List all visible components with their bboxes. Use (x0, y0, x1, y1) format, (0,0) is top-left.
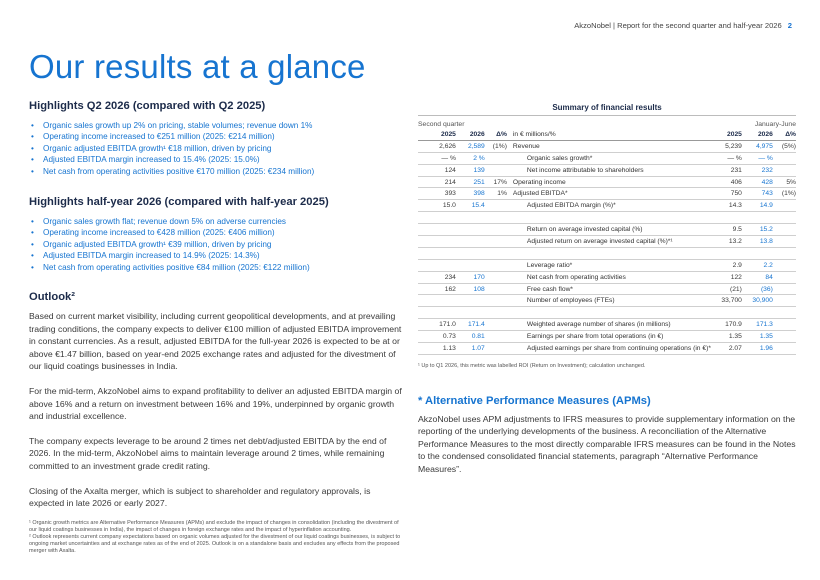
table-cell (485, 224, 507, 236)
table-cell: 108 (456, 283, 485, 295)
table-cell: 15.4 (456, 200, 485, 212)
page-title: Our results at a glance (29, 48, 366, 85)
column-header: 2025 (711, 129, 742, 140)
table-cell: (36) (742, 283, 773, 295)
table-row (418, 247, 796, 259)
table-cell: 2,589 (456, 140, 485, 152)
table-cell (485, 307, 507, 319)
table-cell: — % (742, 152, 773, 164)
table-cell: — % (711, 152, 742, 164)
summary-table-title: Summary of financial results (418, 103, 796, 116)
table-cell: Revenue (507, 140, 711, 152)
table-cell: 1.35 (711, 331, 742, 343)
left-period-label: Second quarter (418, 121, 465, 128)
table-cell (485, 247, 507, 259)
list-item: • Organic adjusted EBITDA growth¹ €18 million, driven by pricing (29, 143, 407, 154)
table-cell (456, 247, 485, 259)
column-header: 2026 (456, 129, 485, 140)
table-cell: (5%) (773, 140, 796, 152)
table-cell: Free cash flow* (507, 283, 711, 295)
table-cell: 139 (456, 164, 485, 176)
column-header: 2025 (418, 129, 456, 140)
table-row (418, 164, 796, 176)
table-cell (711, 247, 742, 259)
right-period-label: January-June (754, 121, 796, 128)
table-cell (485, 164, 507, 176)
table-row (418, 319, 796, 331)
table-cell: 750 (711, 188, 742, 200)
table-cell (456, 212, 485, 224)
table-cell (456, 307, 485, 319)
table-cell: 234 (418, 271, 456, 283)
list-item: • Net cash from operating activities positive €170 million (2025: €234 million) (29, 166, 407, 177)
table-cell: 743 (742, 188, 773, 200)
table-cell (742, 247, 773, 259)
table-cell: 13.2 (711, 236, 742, 248)
table-cell (773, 307, 796, 319)
table-row (418, 343, 796, 355)
table-cell: 428 (742, 176, 773, 188)
column-header: in € millions/% (507, 129, 711, 140)
table-cell (773, 283, 796, 295)
table-cell: 162 (418, 283, 456, 295)
list-item: • Net cash from operating activities positive €84 million (2025: €122 million) (29, 262, 407, 273)
table-cell (485, 236, 507, 248)
table-cell (773, 319, 796, 331)
table-cell: 84 (742, 271, 773, 283)
hy-highlights-list (29, 216, 407, 273)
table-cell: 1.35 (742, 331, 773, 343)
table-cell (485, 259, 507, 271)
table-footnote: ¹ Up to Q1 2026, this metric was labelled ROI (Return on Investment); calculation unchanged. (418, 362, 646, 369)
table-cell (418, 259, 456, 271)
table-cell (485, 283, 507, 295)
table-cell: 9.5 (711, 224, 742, 236)
table-cell (485, 343, 507, 355)
table-cell: 17% (485, 176, 507, 188)
list-item: • Organic sales growth up 2% on pricing, stable volumes; revenue down 1% (29, 120, 407, 131)
apm-paragraph: AkzoNobel uses APM adjustments to IFRS measures to provide supplementary information on the reporting of the underlying developments of the business. A reconciliation of the Alternative Performance Measures to the most directly comparable IFRS measures can be found in the Notes to the condensed consolidated financial statements, paragraph “Alternative Performance Measures”. (418, 413, 796, 474)
table-cell: 122 (711, 271, 742, 283)
table-cell (485, 295, 507, 307)
table-cell: 0.73 (418, 331, 456, 343)
table-cell: 393 (418, 188, 456, 200)
page-number: 2 (787, 21, 792, 30)
list-item: • Organic sales growth flat; revenue down 5% on adverse currencies (29, 216, 407, 227)
table-cell: 406 (711, 176, 742, 188)
q2-highlights-list (29, 120, 407, 177)
table-cell (507, 247, 711, 259)
table-cell: 33,700 (711, 295, 742, 307)
column-header: Δ% (773, 129, 796, 140)
table-cell: 13.8 (742, 236, 773, 248)
table-cell: 1.07 (456, 343, 485, 355)
table-cell: 2.9 (711, 259, 742, 271)
table-row (418, 152, 796, 164)
period-labels (418, 116, 796, 129)
table-cell: Return on average invested capital (%) (507, 224, 711, 236)
summary-table (418, 129, 796, 355)
table-cell: Operating income (507, 176, 711, 188)
table-cell: Weighted average number of shares (in millions) (507, 319, 711, 331)
table-cell: — % (418, 152, 456, 164)
table-cell (773, 331, 796, 343)
list-item: • Adjusted EBITDA margin increased to 15.4% (2025: 15.0%) (29, 154, 407, 165)
table-cell: 251 (456, 176, 485, 188)
table-cell: 214 (418, 176, 456, 188)
table-cell: (21) (711, 283, 742, 295)
table-cell: 14.3 (711, 200, 742, 212)
column-header: 2026 (742, 129, 773, 140)
list-item: • Adjusted EBITDA margin increased to 14.9% (2025: 14.3%) (29, 250, 407, 261)
table-cell (418, 307, 456, 319)
table-cell (418, 212, 456, 224)
table-cell (485, 319, 507, 331)
hy-highlights-heading: Highlights half-year 2026 (compared with half-year 2025) (29, 196, 329, 209)
table-cell (773, 164, 796, 176)
outlook-paragraph: Closing of the Axalta merger, which is subject to shareholder and regulatory approvals, is expected in late 2026 or early 2027. (29, 485, 371, 509)
table-cell: 14.9 (742, 200, 773, 212)
table-cell: Adjusted EBITDA margin (%)* (507, 200, 711, 212)
column-header: Δ% (485, 129, 507, 140)
table-cell: Earnings per share from total operations (in €) (507, 331, 711, 343)
table-row (418, 283, 796, 295)
table-cell: 5,239 (711, 140, 742, 152)
table-cell: 2 % (456, 152, 485, 164)
table-row (418, 224, 796, 236)
table-cell (742, 212, 773, 224)
table-cell (773, 295, 796, 307)
table-cell: 5% (773, 176, 796, 188)
table-cell: Leverage ratio* (507, 259, 711, 271)
table-row (418, 331, 796, 343)
table-cell: 0.81 (456, 331, 485, 343)
table-cell: Number of employees (FTEs) (507, 295, 711, 307)
table-cell (418, 295, 456, 307)
table-row (418, 236, 796, 248)
table-cell: 171.4 (456, 319, 485, 331)
table-cell (485, 200, 507, 212)
table-cell: 231 (711, 164, 742, 176)
table-cell: 1.96 (742, 343, 773, 355)
table-cell: (1%) (485, 140, 507, 152)
summary-table-body (418, 140, 796, 354)
table-cell: 2,626 (418, 140, 456, 152)
table-cell: 398 (456, 188, 485, 200)
table-row (418, 212, 796, 224)
table-cell: 171.3 (742, 319, 773, 331)
outlook-heading: Outlook² (29, 291, 75, 304)
table-cell: 170 (456, 271, 485, 283)
table-cell: Net income attributable to shareholders (507, 164, 711, 176)
table-cell (742, 307, 773, 319)
right-column (418, 103, 796, 475)
table-cell (456, 236, 485, 248)
table-cell: 170.9 (711, 319, 742, 331)
header-text: AkzoNobel | Report for the second quarter and half-year 2026 (574, 21, 782, 30)
table-cell: Organic sales growth* (507, 152, 711, 164)
table-cell: Adjusted return on average invested capital (%)*¹ (507, 236, 711, 248)
left-column (29, 100, 407, 555)
table-cell: 2.07 (711, 343, 742, 355)
table-cell (507, 212, 711, 224)
table-cell: 232 (742, 164, 773, 176)
table-cell (485, 212, 507, 224)
table-cell (711, 212, 742, 224)
table-cell (711, 307, 742, 319)
table-cell (418, 247, 456, 259)
outlook-paragraph: Based on current market visibility, including current geopolitical developments, and at prevailing trading conditions, the company expects to deliver €100 million of adjusted EBITDA improvement in constant currencies. As a result, adjusted EBITDA for the full-year 2026 is expected to be at or above €1.47 billion, based on year-end 2025 exchange rates and adjusted for the divestment of our liquid coatings businesses in India. (29, 311, 402, 372)
list-item: • Operating income increased to €251 million (2025: €214 million) (29, 131, 407, 142)
table-cell (418, 224, 456, 236)
table-cell: 1% (485, 188, 507, 200)
table-row (418, 271, 796, 283)
table-cell (773, 152, 796, 164)
table-cell (773, 271, 796, 283)
table-cell (485, 271, 507, 283)
table-row (418, 140, 796, 152)
table-row (418, 176, 796, 188)
table-row (418, 295, 796, 307)
table-cell: 30,900 (742, 295, 773, 307)
footnote: ¹ Organic growth metrics are Alternative Performance Measures (APMs) and exclude the impact of changes in consolidation (including the divestment of our liquid coatings businesses in India), the impact of changes in foreign exchange rates and the impact of hyperinflation accounting. (29, 519, 399, 533)
outlook-paragraph: The company expects leverage to be around 2 times net debt/adjusted EBITDA by the end of 2026. In the mid-term, AkzoNobel aims to maintain leverage around 2 times, while remaining committed to an investment grade credit rating. (29, 435, 387, 471)
table-cell (456, 224, 485, 236)
table-header-row (418, 129, 796, 140)
table-cell (773, 224, 796, 236)
table-cell (485, 152, 507, 164)
table-cell: 124 (418, 164, 456, 176)
table-cell (507, 307, 711, 319)
apm-heading: * Alternative Performance Measures (APMs) (418, 394, 651, 407)
table-cell (773, 236, 796, 248)
table-cell (456, 295, 485, 307)
table-cell (773, 212, 796, 224)
table-cell: 1.13 (418, 343, 456, 355)
table-row (418, 188, 796, 200)
table-cell: 15.2 (742, 224, 773, 236)
table-row (418, 307, 796, 319)
table-cell (456, 259, 485, 271)
table-cell: 171.0 (418, 319, 456, 331)
table-cell (773, 259, 796, 271)
table-cell (773, 247, 796, 259)
table-cell (773, 200, 796, 212)
table-cell: Adjusted earnings per share from continuing operations (in €)* (507, 343, 711, 355)
list-item: • Operating income increased to €428 million (2025: €406 million) (29, 227, 407, 238)
list-item: • Organic adjusted EBITDA growth¹ €39 million, driven by pricing (29, 239, 407, 250)
page-header (574, 21, 792, 30)
table-cell (773, 343, 796, 355)
table-cell (485, 331, 507, 343)
q2-highlights-heading: Highlights Q2 2026 (compared with Q2 2025) (29, 100, 266, 112)
table-row (418, 259, 796, 271)
footnote: ² Outlook represents current company expectations based on organic volumes adjusted for the divestment of our liquid coatings businesses, is subject to ongoing market uncertainties and at exchange rates as of the end of 2025. Outlook is on a standalone basis and excludes any effects from the proposed merger with Axalta. (29, 533, 401, 554)
table-cell: Net cash from operating activities (507, 271, 711, 283)
table-cell: 15.0 (418, 200, 456, 212)
table-row (418, 200, 796, 212)
table-cell (418, 236, 456, 248)
table-cell: 4,975 (742, 140, 773, 152)
table-cell: 2.2 (742, 259, 773, 271)
table-cell: (1%) (773, 188, 796, 200)
table-cell: Adjusted EBITDA* (507, 188, 711, 200)
outlook-paragraph: For the mid-term, AkzoNobel aims to expand profitability to deliver an adjusted EBITDA margin of above 16% and a return on investment between 16% and 19%, underpinned by organic growth and industrial excellence. (29, 386, 402, 422)
